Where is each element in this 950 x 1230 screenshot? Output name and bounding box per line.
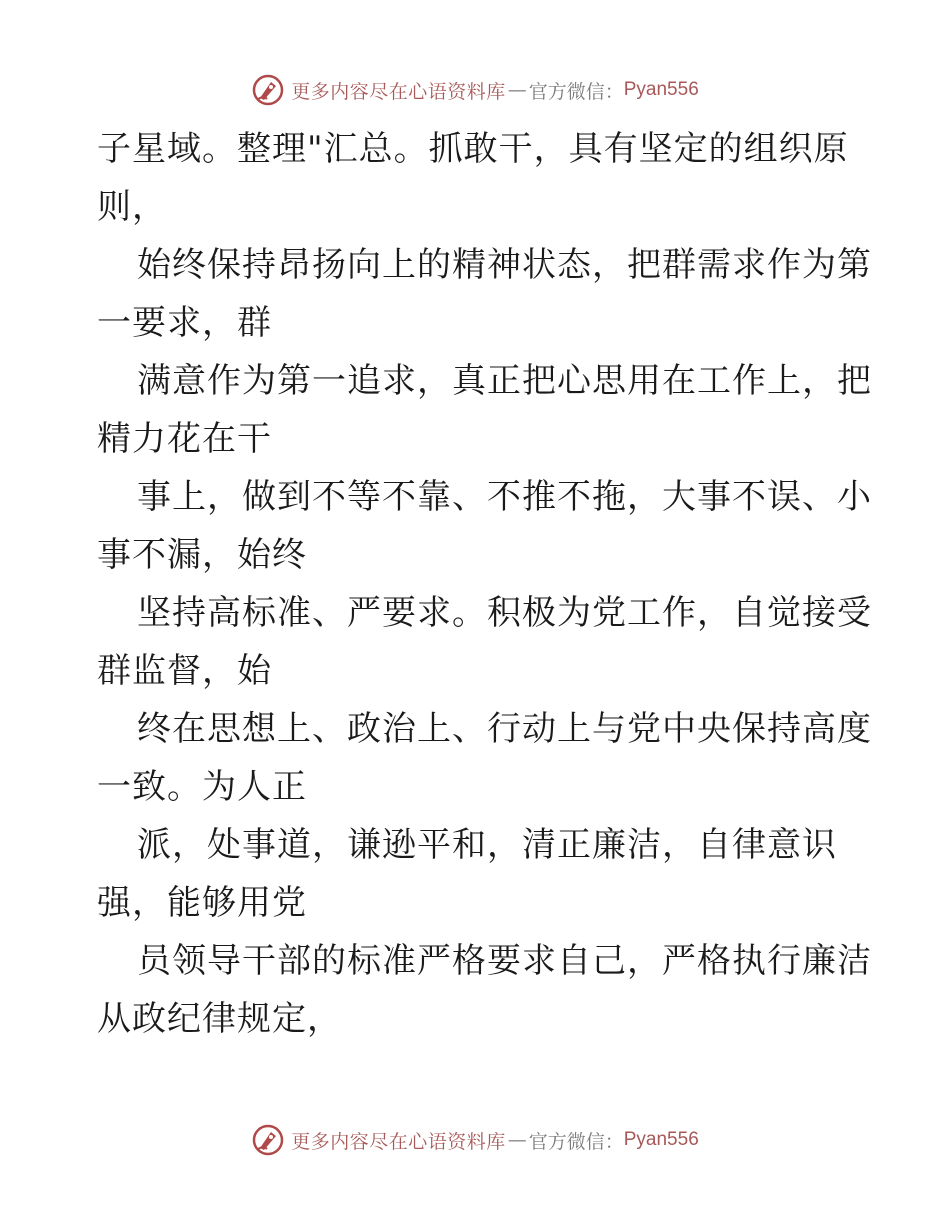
body-line: 事不漏，始终 bbox=[97, 535, 307, 575]
pen-nib-logo-icon bbox=[251, 1123, 285, 1157]
body-line: 满意作为第一追求，真正把心思用在工作上，把 bbox=[137, 361, 872, 401]
wechat-id: Pyan556 bbox=[623, 79, 699, 100]
body-line: 始终保持昂扬向上的精神状态，把群需求作为第 bbox=[137, 245, 872, 285]
banner-text: 更多内容尽在心语资料库 bbox=[291, 80, 506, 103]
body-line: 派，处事道，谦逊平和，清正廉洁，自律意识 bbox=[137, 825, 837, 865]
body-line: 事上，做到不等不靠、不推不拖，大事不误、小 bbox=[137, 477, 872, 517]
body-line: 群监督，始 bbox=[97, 651, 272, 691]
body-line: 坚持高标准、严要求。积极为党工作，自觉接受 bbox=[137, 593, 872, 633]
body-line: 终在思想上、政治上、行动上与党中央保持高度 bbox=[137, 709, 872, 749]
body-line: 员领导干部的标准严格要求自己，严格执行廉洁 bbox=[137, 941, 872, 981]
body-line: 从政纪律规定， bbox=[97, 999, 342, 1039]
pen-nib-logo-icon bbox=[251, 73, 285, 107]
body-line: 则， bbox=[97, 187, 167, 227]
banner-separator: — bbox=[507, 1129, 527, 1151]
wechat-label: 官方微信： bbox=[528, 1130, 624, 1153]
footer-banner bbox=[0, 1120, 950, 1160]
wechat-label: 官方微信： bbox=[528, 80, 624, 103]
banner-text: 更多内容尽在心语资料库 bbox=[291, 1130, 506, 1153]
document-body bbox=[97, 120, 872, 1048]
body-line: 子星域。整理"汇总。抓敢干，具有坚定的组织原 bbox=[97, 129, 849, 169]
banner-separator: — bbox=[507, 79, 527, 101]
wechat-id: Pyan556 bbox=[623, 1129, 699, 1150]
body-line: 精力花在干 bbox=[97, 419, 272, 459]
header-banner bbox=[0, 70, 950, 110]
body-line: 强，能够用党 bbox=[97, 883, 307, 923]
body-line: 一要求，群 bbox=[97, 303, 272, 343]
body-line: 一致。为人正 bbox=[97, 767, 307, 807]
